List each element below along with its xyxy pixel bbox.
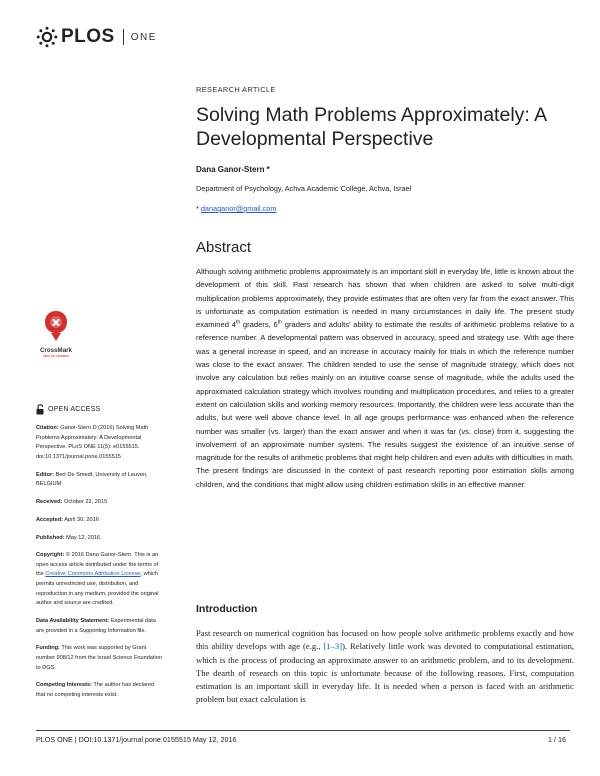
page-number: 1 / 16 xyxy=(548,735,566,744)
reference-link[interactable]: [1–3] xyxy=(323,641,343,652)
crossmark-label: CrossMark xyxy=(40,347,72,354)
crossmark-icon xyxy=(44,310,68,342)
funding: Funding: This work was supported by Grant number 908/12 from the Israel Science Foundation to DGS. xyxy=(36,645,162,671)
logo-journal-text: ONE xyxy=(130,31,157,43)
article-title: Solving Math Problems Approximately: A Developmental Perspective xyxy=(196,104,547,150)
article-metadata xyxy=(36,404,162,709)
introduction-text: Past research on numerical cognition has focused on how people solve arithmetic problems exactly and how this ability develops with age (e.g., [1–3]). Relatively little work was devoted to computational estimation, which is the process of producing an approximate answer to an arithmetic problem, and to its development. The dearth of research on this topic is unfortunate because of the following reasons. First, computation estimation is an important skill in everyday life. It is needed when a person is faced with an arithmetic problem but exact calculation is xyxy=(196,628,575,705)
editor: Editor: Bert De Smedt, University of Leuven, BELGIUM xyxy=(36,471,148,488)
footer-citation: PLOS ONE | DOI:10.1371/journal.pone.0155515 May 12, 2016 xyxy=(36,735,237,744)
logo-plos-text: PLOS xyxy=(61,26,115,47)
corresponding-email xyxy=(196,204,276,213)
email-link[interactable]: danaganor@gmail.com xyxy=(200,204,277,213)
logo-divider xyxy=(123,29,124,45)
email-asterisk: * xyxy=(196,204,201,213)
data-availability: Data Availability Statement: Experimental data are provided in a Supporting Information file. xyxy=(36,618,156,634)
crossmark-badge[interactable] xyxy=(36,310,76,358)
plos-logo-icon xyxy=(36,26,58,48)
accepted-date: Accepted: April 30, 2016 xyxy=(36,516,99,523)
open-lock-icon xyxy=(36,404,44,415)
author-affiliation: Department of Psychology, Achva Academic College, Achva, Israel xyxy=(196,184,412,193)
published-date: Published: May 12, 2016 xyxy=(36,534,101,541)
author-name: Dana Ganor-Stern * xyxy=(196,165,270,174)
license-link[interactable]: Creative Commons Attribution License xyxy=(45,571,141,578)
competing-interests: Competing Interests: The author has declared that no competing interests exist. xyxy=(36,682,155,698)
article-type: RESEARCH ARTICLE xyxy=(196,85,276,94)
plos-one-logo[interactable] xyxy=(36,26,157,48)
abstract-text: Although solving arithmetic problems approximately is an important skill in everyday life, little is known about the development of this skill. Past research has shown that when children are asked to solve multi-digit multiplication problems approximately, they provide estimates that are often very far from the exact answer. This is unfortunate as computation estimation is needed in many circumstances in daily life. The present study examined 4th graders, 6th graders and adults’ ability to estimate the results of arithmetic problems relative to a reference number. A developmental pattern was observed in accuracy, speed and strategy use. With age there was a general increase in speed, and an increase in accuracy mainly for trials in which the reference number was close to the exact answer. The children tended to use the sense of magnitude strategy, which does not involve any calculation but relies mainly on an intuitive coarse sense of magnitude, while the adults used the approximated calculation strategy which involves rounding and multiplication procedures, and relies to a greater extent on calculation skills and working memory resources. Importantly, the children were less accurate than the adults, but were well above chance level. In all age groups performance was enhanced when the reference number was smaller (vs. larger) than the exact answer and when it was far (vs. close) from it, suggesting the involvement of an approximate number system. The results suggest the existence of an intuitive sense of magnitude for the results of arithmetic problems that might help children and even adults with difficulties in math. The present findings are discussed in the context of past research reporting poor estimation skills among children, and the conditions that might allow using children estimation skills in an effective manner. xyxy=(196,267,574,489)
crossmark-sub-label: click for updates xyxy=(43,354,69,358)
open-access-label: OPEN ACCESS xyxy=(36,404,162,415)
received-date: Received: October 22, 2015 xyxy=(36,498,108,505)
citation: Citation: Ganor-Stern D (2016) Solving Math Problems Approximately: A Developmental Perspective. PLoS ONE 11(5): e0155515. doi:10.1371/journal.pone.0155515 xyxy=(36,425,149,460)
copyright: Copyright: © 2016 Dana Ganor-Stern. This is an open access article distributed under the terms of the Creative Commons Attribution License, which permits unrestricted use, distribution, and reproduction in any medium, provided the original author and source are credited. xyxy=(36,552,159,607)
footer-divider xyxy=(36,730,570,731)
abstract-heading: Abstract xyxy=(196,239,252,256)
introduction-heading: Introduction xyxy=(196,603,258,615)
